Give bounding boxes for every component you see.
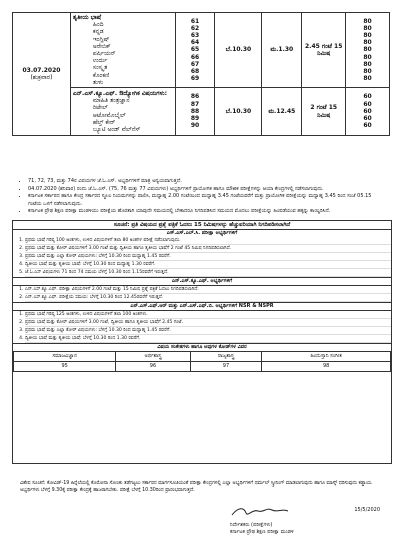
nsqf-instructions <box>13 286 391 302</box>
subject-code: 63 <box>190 31 200 39</box>
exam-date: 03.07.2020 <box>22 66 61 74</box>
subject-name: ಹೆಲ್ತ್ ಕೇರ್ <box>92 118 116 126</box>
subject-name: ಬ್ಯೂಟಿ ಅಂಡ್ ವೆಲ್‌ನೆಸ್ <box>92 125 141 133</box>
exam-day: (ಶುಕ್ರವಾರ) <box>30 74 53 81</box>
block2-codes <box>175 88 215 136</box>
block2-end: ಮ.12.45 <box>262 88 302 136</box>
subject-code: 87 <box>190 100 200 108</box>
subject-marks: 80 <box>363 75 372 83</box>
exam-timetable <box>12 12 390 136</box>
block2-subject-list <box>73 97 173 133</box>
subject-code: 88 <box>190 107 200 115</box>
distribution-table <box>13 351 391 372</box>
subject-name: ಮಾಹಿತಿ ತಂತ್ರಜ್ಞಾನ <box>92 97 130 105</box>
subject-marks: 80 <box>363 68 372 75</box>
subject-name: ಅರೇಬಿಕ್ <box>92 42 111 50</box>
signatory-name: ನಿರ್ದೇಶಕರು (ಪರೀಕ್ಷೆಗಳು) <box>230 522 273 528</box>
signature-date: 15/5/2020 <box>354 507 380 513</box>
subject-code: 68 <box>190 68 200 75</box>
dist-value: 97 <box>190 362 262 372</box>
subject-name: ಸಂಸ್ಕೃತ <box>92 64 108 72</box>
instruction-item: 4. ದ್ವಿತೀಯ ಭಾಷೆ ಮತ್ತು ತೃತೀಯ ಭಾಷೆ: ಬೆಳಗ್ಗೆ 10.30 ರಿಂದ 1.30 ರವರೆಗೆ. <box>25 335 391 343</box>
block1-start: ಬೆ.10.30 <box>215 13 262 88</box>
dist-value: 95 <box>14 362 116 372</box>
block1-marks <box>346 13 390 88</box>
instruction-item: 2. ಪ್ರಥಮ ಭಾಷೆ ಮತ್ತು ಕೋರ್ ವಿಷಯಗಳಿಗೆ 3.00 ಗಂಟೆ ಮತ್ತು ದ್ವಿತೀಯ ಹಾಗೂ ತೃತೀಯ ಭಾಷೆಗೆ 2 ಗಂಟೆ 45 ನಿಮಿಷ ನಿಗದಿಪಡಿಸಲಾಗಿದೆ. <box>25 245 391 253</box>
subject-code: 67 <box>190 60 200 68</box>
subject-name: ರಿಟೇಲ್ <box>92 104 108 112</box>
block2-start: ಬೆ.10.30 <box>215 88 262 136</box>
subject-code: 61 <box>190 17 200 25</box>
block1-subject-list <box>73 21 173 86</box>
instructions-box <box>12 220 392 464</box>
instruction-item: 1. ಪ್ರಥಮ ಭಾಷೆ ಗರಿಷ್ಠ 100 ಅಂಕಗಳು, ಉಳಿದ ವಿಷಯಗಳಿಗೆ ತಲಾ 80 ಅಂಕಗಳ ಪರೀಕ್ಷೆ ನಡೆಸಲಾಗುವುದು. <box>25 237 391 245</box>
subject-code: 65 <box>190 46 200 54</box>
subject-name: ಉರ್ದು <box>92 57 108 65</box>
subject-marks: 60 <box>363 93 372 101</box>
subject-code: 69 <box>190 75 200 83</box>
subject-marks: 60 <box>363 115 372 123</box>
instruction-item: 2. ಎನ್.ಎಸ್.ಕ್ಯೂ.ಎಫ್. ಪರೀಕ್ಷೆಯ ಸಮಯ: ಬೆಳಗ್ಗೆ 10.30 ರಿಂದ 12.45ರವರೆಗೆ ಇರುತ್ತದೆ. <box>25 294 391 302</box>
instruction-item: 1. ಪ್ರಥಮ ಭಾಷೆ ಗರಿಷ್ಠ 125 ಅಂಕಗಳು, ಉಳಿದ ವಿಷಯಗಳಿಗೆ ತಲಾ 100 ಅಂಕಗಳು. <box>25 311 391 319</box>
signature-block <box>230 505 380 536</box>
sslc-instructions <box>13 237 391 277</box>
block2-duration: 2 ಗಂಟೆ 15 ನಿಮಿಷ <box>302 88 346 136</box>
note-item: • 04.07.2020 (ಶನಿವಾರ) ರಂದು ಜೆ.ಓ.ಎಸ್. (75, 76 ಮತ್ತು 77 ವಿಷಯಗಳು) ಅಭ್ಯರ್ಥಿಗಳಿಗೆ ಪ್ರಾಯೋಗಿಕ ಹಾಗೂ ಮೌಖಿಕ ಪರೀಕ್ಷೆಗಳನ್ನು ಆಯಾ ಕೇಂದ್ರಗಳಲ್ಲಿ ನಡೆಸಲಾಗುವುದು. <box>28 186 385 194</box>
subject-code: 90 <box>190 122 200 130</box>
subject-name: ಕೊಂಕಣಿ <box>92 71 110 79</box>
note-item: • 71, 72, 73, ಮತ್ತು 74ರ ವಿಷಯಗಳ ಜೆ.ಓ.ಎಸ್. ಅಭ್ಯರ್ಥಿಗಳಿಗೆ ಮಾತ್ರ ಅನ್ವಯವಾಗುತ್ತದೆ. <box>28 178 385 186</box>
subject-marks: 60 <box>363 107 372 115</box>
date-cell <box>13 13 71 136</box>
instruction-item: 5. ಜೆ.ಓ.ಎಸ್ ವಿಷಯಗಳು 71 ರಿಂದ 74 ಸಮಯ ಬೆಳಗ್ಗೆ 10.30 ರಿಂದ 1.15ರವರೆಗೆ ಇರುತ್ತದೆ. <box>25 269 391 277</box>
dist-header: ರಾಜ್ಯಶಾಸ್ತ್ರ <box>190 352 262 362</box>
nsr-subheader: ಎನ್.ಎಸ್.ಎಫ್.ಆರ್ ಮತ್ತು ಎನ್.ಎಸ್.ಎಫ್.ಬಿ. ಅಭ್ಯರ್ಥಿಗಳಿಗೆ NSR & NSPR <box>13 302 391 311</box>
block1-codes <box>175 13 215 88</box>
subject-name: ಪರ್ಷಿಯನ್ <box>92 50 116 57</box>
notes-section <box>20 178 385 216</box>
block2-subjects <box>70 88 175 136</box>
instruction-item: 4. ದ್ವಿತೀಯ ಭಾಷೆ ಮತ್ತು ತೃತೀಯ ಭಾಷೆ: ಬೆಳಗ್ಗೆ 10.30 ರಿಂದ ಮಧ್ಯಾಹ್ನ 1.30 ರವರೆಗೆ. <box>25 261 391 269</box>
subject-marks: 80 <box>363 17 372 25</box>
sslc-subheader: ಎಸ್.ಎಸ್.ಎಲ್.ಸಿ. ಪರೀಕ್ಷಾ ಅಭ್ಯರ್ಥಿಗಳಿಗೆ <box>166 230 238 236</box>
subject-name: ಇಂಗ್ಲಿಷ್ <box>92 35 110 43</box>
subject-marks: 60 <box>363 122 372 130</box>
dist-value: 96 <box>116 362 190 372</box>
dist-header: ಸಮಾಜವಿಜ್ಞಾನ <box>14 352 116 362</box>
distribution-title: ವಿಷಯ ಸಂಕೇತಗಳು ಹಾಗೂ ಅವುಗಳ ಕೋಡ್‌ಗಳ ವಿವರ <box>13 343 391 351</box>
subject-code: 89 <box>190 115 200 123</box>
dist-value: 98 <box>262 362 391 372</box>
subject-name: ಹಿಂದಿ <box>92 21 104 29</box>
subject-marks: 80 <box>363 24 372 32</box>
block2-marks <box>346 88 390 136</box>
instruction-item: 1. ಎನ್.ಎಸ್.ಕ್ಯೂ.ಎಫ್. ಪರೀಕ್ಷಾ ವಿಷಯಗಳಿಗೆ 2.00 ಗಂಟೆ ಮತ್ತು 15 ನಿಮಿಷ ಪ್ರಶ್ನೆ ಪತ್ರಿಕೆ ಓದಲು ನಿಗದಿಪಡಿಸಲಾಗಿದೆ. <box>25 286 391 294</box>
note-item: • ಕರ್ನಾಟಕ ಪ್ರೌಢ ಶಿಕ್ಷಣ ಪರೀಕ್ಷಾ ಮಂಡಳಿಯು ಪರೀಕ್ಷೆಯ ಹೊರತಾಗಿ ಯಾವುದೇ ಸಮಯದಲ್ಲಿ ಬೇಕಾದರೂ ನಿಗದಿಪಡಿಸಿದ ಸಮಯದ ಮೊದಲು ಪರೀಕ್ಷೆಯನ್ನು ಹಿಂಪಡೆಯುವ ಹಕ್ಕನ್ನು ಕಾಯ್ದಿರಿಸಿದೆ. <box>28 208 385 216</box>
subject-marks: 80 <box>363 53 372 61</box>
signature-mark <box>230 505 290 519</box>
subject-code: 62 <box>190 24 200 32</box>
subject-code: 64 <box>190 39 200 47</box>
subject-marks: 80 <box>363 31 372 39</box>
block1-end: ಮ.1.30 <box>262 13 302 88</box>
dist-header: ಅರ್ಥಶಾಸ್ತ್ರ <box>116 352 190 362</box>
subject-marks: 60 <box>363 100 372 108</box>
nsr-instructions <box>13 311 391 343</box>
instruction-item: 3. ಪ್ರಥಮ ಭಾಷೆ ಮತ್ತು ಎಲ್ಲಾ ಕೋರ್ ವಿಷಯಗಳು: ಬೆಳಗ್ಗೆ 10.30 ರಿಂದ ಮಧ್ಯಾಹ್ನ 1.45 ರವರೆಗೆ. <box>25 253 391 261</box>
note-item: • ಕರ್ನಾಟಕ ಸರ್ಕಾರದ ಹಾಗೂ ಕೇಂದ್ರ ಸರ್ಕಾರದ ಸ್ಥೂಲ ನಿಯಮಗಳನ್ನು ಪಾಲಿಸಿ, ಮಧ್ಯಾಹ್ನ 2.00 ಗಂಟೆಯಿಂದ ಮಧ್ಯಾಹ್ನ 3.45 ಗಂಟೆಯವರೆಗೆ ಮತ್ತು ಪ್ರಾಯೋಗಿಕ ಪರೀಕ್ಷೆಯನ್ನು ಮಧ್ಯಾಹ್ನ 3.45 ರಿಂದ ಸಂಜೆ 05.15 ಗಂಟೆಯ ಒಳಗೆ ನಡೆಸಲಾಗುವುದು. <box>28 193 385 208</box>
block2-group: ಎನ್.ಎಸ್.ಕ್ಯೂ.ಎಫ್. ಔದ್ಯೋಗಿಕ ವಿಷಯಗಳು: <box>72 89 168 97</box>
signatory-title: ಕರ್ನಾಟಕ ಪ್ರೌಢ ಶಿಕ್ಷಣ ಪರೀಕ್ಷಾ ಮಂಡಳಿ <box>230 529 294 535</box>
subject-code: 86 <box>190 93 200 101</box>
block1-subjects <box>70 13 175 88</box>
subject-name: ಕನ್ನಡ <box>92 28 104 36</box>
subject-marks: 80 <box>363 60 372 68</box>
subject-marks: 80 <box>363 46 372 54</box>
instructions-header: ಸೂಚನೆ: ಪ್ರತಿ ವಿಷಯದ ಪ್ರಶ್ನೆ ಪತ್ರಿಕೆ ಓದಲು 15 ನಿಮಿಷಗಳನ್ನು ಹೆಚ್ಚುವರಿಯಾಗಿ ನಿಗದಿಪಡಿಸಲಾಗಿದೆ <box>13 221 391 230</box>
subject-marks: 80 <box>363 39 372 47</box>
dist-header: ಹಿಂದುಸ್ತಾನಿ ಸಂಗೀತ <box>262 352 391 362</box>
special-note: ವಿಶೇಷ ಸೂಚನೆ: ಕೋವಿಡ್-19 ಹಿನ್ನೆಲೆಯಲ್ಲಿ ಕೊರೋನಾ ಸೋಂಕು ತಡೆಗಟ್ಟಲು ಸರ್ಕಾರದ ಮಾರ್ಗಸೂಚಿಯಂತೆ ಪರೀಕ್ಷಾ ಕೇಂದ್ರಗಳಲ್ಲಿ ಎಲ್ಲಾ ಅಭ್ಯರ್ಥಿಗಳಿಗೆ ಥರ್ಮಲ್ ಸ್ಕ್ರೀನಿಂಗ್ ಮಾಡಲಾಗುವುದು ಹಾಗೂ ಮಾಸ್ಕ್ ಧರಿಸುವುದು ಕಡ್ಡಾಯ. ಅಭ್ಯರ್ಥಿಗಳು ಬೆಳಗ್ಗೆ 9.30ಕ್ಕೆ ಪರೀಕ್ಷಾ ಕೇಂದ್ರಕ್ಕೆ ಹಾಜರಾಗಬೇಕು. ಪರೀಕ್ಷೆ ಬೆಳಗ್ಗೆ 10.30ರಿಂದ ಪ್ರಾರಂಭವಾಗುತ್ತದೆ. <box>20 481 373 493</box>
subject-name: ಆಟೋಮೊಬೈಲ್ <box>92 111 126 119</box>
subject-name: ತುಳು <box>92 78 104 86</box>
block1-duration: 2.45 ಗಂಟೆ 15 ನಿಮಿಷ <box>302 13 346 88</box>
block1-group: ತೃತೀಯ ಭಾಷೆ <box>72 13 102 21</box>
nsqf-subheader: ಎನ್.ಎಸ್.ಕ್ಯೂ.ಎಫ್. ಅಭ್ಯರ್ಥಿಗಳಿಗೆ <box>13 277 391 286</box>
subject-code: 66 <box>190 53 200 61</box>
instruction-item: 3. ಪ್ರಥಮ ಭಾಷೆ ಮತ್ತು ಎಲ್ಲಾ ಕೋರ್ ವಿಷಯಗಳು: ಬೆಳಗ್ಗೆ 10.30 ರಿಂದ ಮಧ್ಯಾಹ್ನ 1.45 ರವರೆಗೆ. <box>25 327 391 335</box>
instruction-item: 2. ಪ್ರಥಮ ಭಾಷೆ ಮತ್ತು ಕೋರ್ ವಿಷಯಗಳಿಗೆ 3.00 ಗಂಟೆ, ದ್ವಿತೀಯ ಹಾಗೂ ತೃತೀಯ ಭಾಷೆಗೆ 2.45 ಗಂಟೆ. <box>25 319 391 327</box>
